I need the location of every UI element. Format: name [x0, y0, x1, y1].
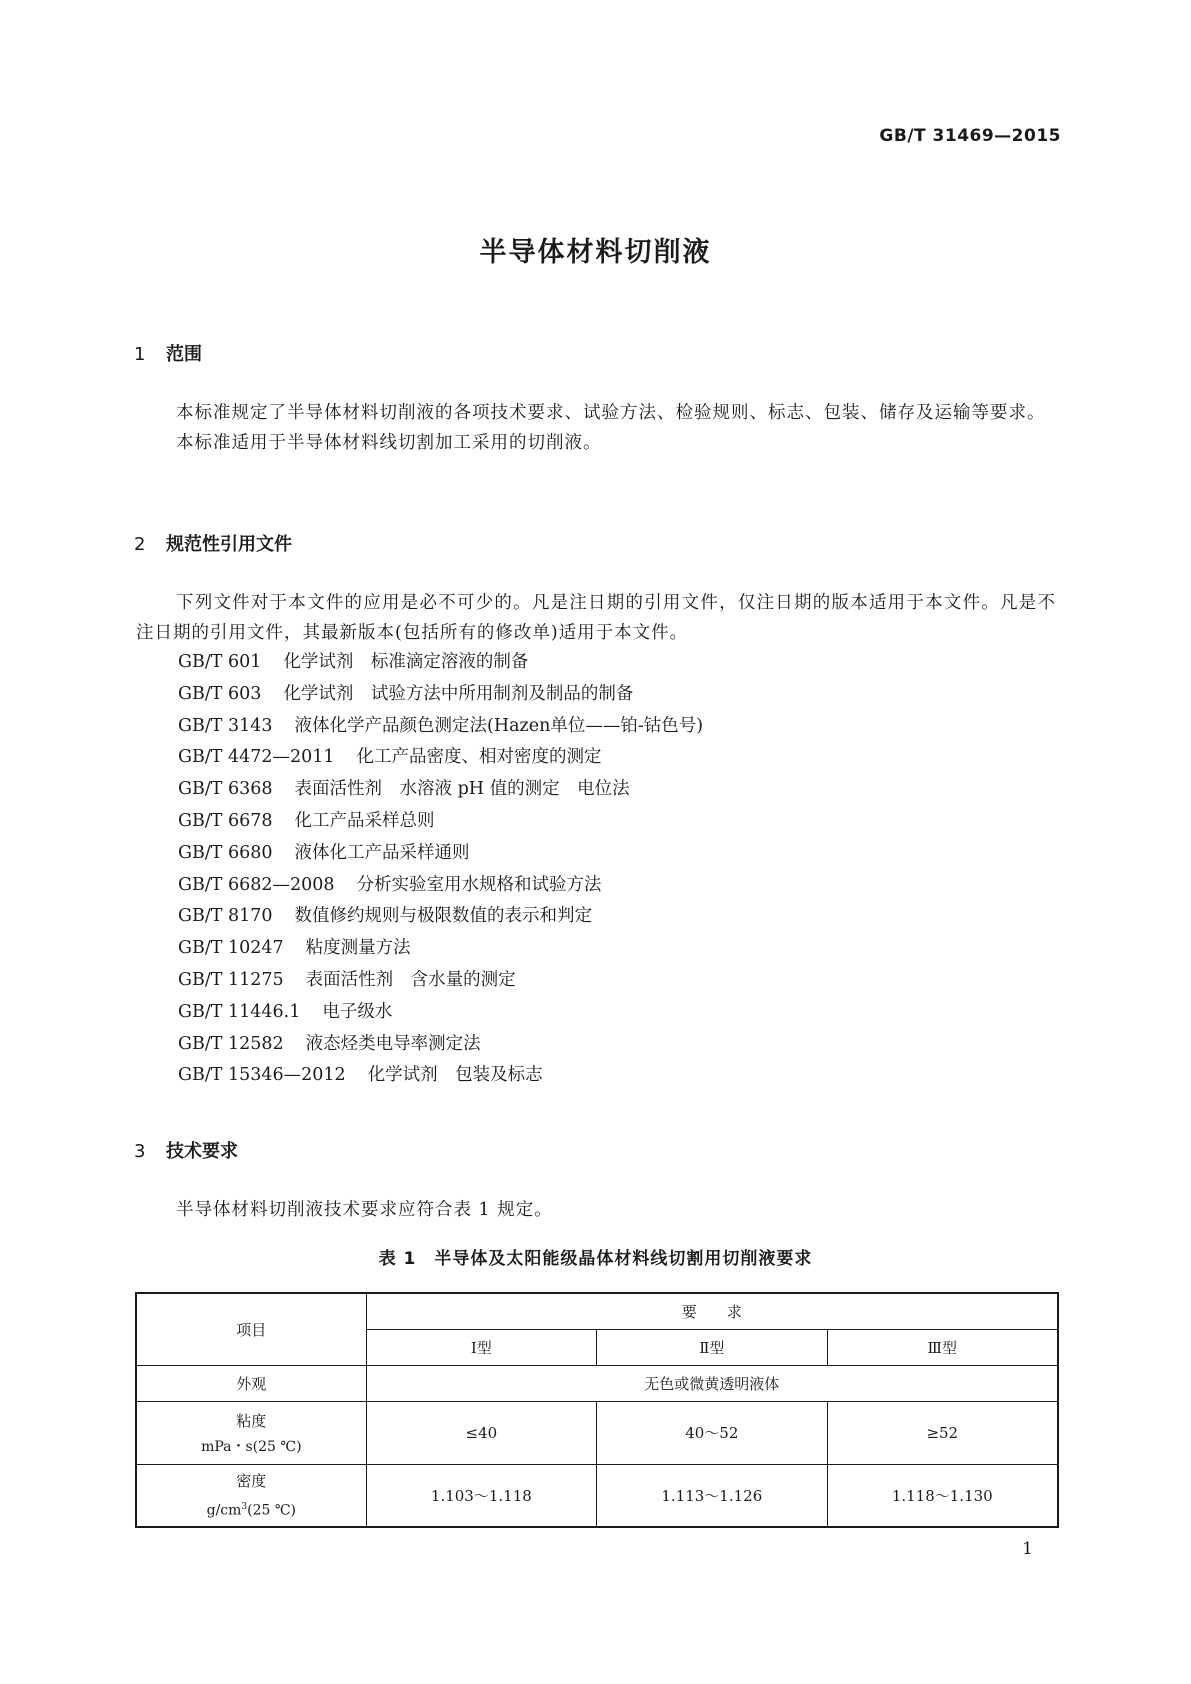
section-2-intro [136, 588, 1056, 648]
reference-item [178, 965, 703, 997]
reference-title: 粘度测量方法 [305, 938, 411, 959]
reference-title: 化学试剂 标准滴定溶液的制备 [283, 652, 529, 672]
reference-item [178, 901, 703, 933]
table-header-row [136, 1293, 1058, 1329]
reference-code: GB/T 6368 [178, 779, 273, 800]
row-label: 密度 [236, 1472, 267, 1491]
page-number: 1 [1022, 1539, 1033, 1559]
reference-item [178, 933, 703, 965]
reference-title: 化工产品密度、相对密度的测定 [356, 747, 602, 768]
header-type: Ⅱ型 [597, 1329, 827, 1365]
table-row [136, 1464, 1058, 1527]
row-label-cell [136, 1464, 366, 1527]
row-unit: mPa・s(25 ℃) [201, 1438, 302, 1455]
reference-code: GB/T 6680 [178, 842, 273, 863]
unit-exponent: 3 [241, 1502, 248, 1513]
table-row [136, 1401, 1058, 1464]
row-label: 粘度 [236, 1411, 267, 1430]
section-number: 2 [134, 534, 146, 555]
reference-code: GB/T 15346—2012 [178, 1065, 346, 1086]
header-requirements: 要 求 [366, 1293, 1058, 1329]
header-item: 项目 [136, 1293, 366, 1365]
reference-title: 化学试剂 试验方法中所用制剂及制品的制备 [283, 683, 634, 704]
section-3-heading [134, 1137, 238, 1163]
unit-condition: (25 ℃) [247, 1503, 296, 1520]
reference-code: GB/T 11446.1 [178, 1001, 301, 1022]
cell-value: ≥52 [827, 1401, 1058, 1464]
header-type: Ⅲ型 [827, 1329, 1058, 1365]
reference-code: GB/T 6678 [178, 810, 273, 831]
reference-item [178, 1060, 703, 1092]
reference-item [178, 806, 703, 838]
reference-code: GB/T 3143 [178, 715, 273, 736]
reference-title: 电子级水 [322, 1001, 393, 1022]
reference-item [178, 679, 703, 711]
cell-value: 无色或微黄透明液体 [366, 1365, 1058, 1401]
row-label-cell [136, 1401, 366, 1464]
reference-code: GB/T 601 [178, 652, 262, 672]
section-number: 3 [134, 1141, 146, 1162]
section-title: 范围 [166, 344, 202, 365]
table-caption: 表 1 半导体及太阳能级晶体材料线切割用切削液要求 [378, 1249, 813, 1269]
requirements-table [135, 1292, 1059, 1528]
standard-code: GB/T 31469—2015 [879, 126, 1061, 146]
table-row [136, 1365, 1058, 1401]
section-title: 技术要求 [166, 1141, 238, 1162]
reference-item [178, 1029, 703, 1061]
cell-value: 1.118～1.130 [827, 1464, 1058, 1527]
reference-code: GB/T 12582 [178, 1033, 284, 1054]
document-title: 半导体材料切削液 [479, 237, 712, 268]
cell-value: 40～52 [597, 1401, 827, 1464]
section-1-heading [134, 340, 202, 366]
section-title: 规范性引用文件 [166, 534, 292, 555]
reference-code: GB/T 11275 [178, 969, 284, 990]
reference-item [178, 742, 703, 774]
reference-title: 化工产品采样总则 [294, 810, 435, 831]
reference-item [178, 997, 703, 1029]
paragraph: 半导体材料切削液技术要求应符合表 1 规定。 [176, 1200, 553, 1220]
reference-item [178, 711, 703, 743]
unit-base: g/cm [206, 1503, 242, 1520]
reference-title: 液态烃类电导率测定法 [305, 1033, 481, 1054]
section-3-intro [136, 1195, 1056, 1225]
reference-title: 化学试剂 包装及标志 [367, 1065, 543, 1086]
reference-code: GB/T 6682—2008 [178, 874, 335, 895]
reference-code: GB/T 8170 [178, 906, 273, 927]
header-type: Ⅰ型 [366, 1329, 596, 1365]
paragraph: 下列文件对于本文件的应用是必不可少的。凡是注日期的引用文件，仅注日期的版本适用于本文件。凡是不注日期的引用文件，其最新版本(包括所有的修改单)适用于本文件。 [136, 593, 1056, 643]
reference-title: 表面活性剂 水溶液 pH 值的测定 电位法 [294, 779, 630, 800]
reference-title: 液体化学产品颜色测定法(Hazen单位——铂-钴色号) [294, 715, 704, 736]
row-unit [137, 1495, 366, 1523]
reference-title: 表面活性剂 含水量的测定 [305, 969, 516, 990]
reference-title: 液体化工产品采样通则 [294, 842, 470, 863]
row-label: 外观 [136, 1365, 366, 1401]
paragraph: 本标准规定了半导体材料切削液的各项技术要求、试验方法、检验规则、标志、包装、储存及运输等要求。 [176, 403, 1046, 423]
reference-title: 分析实验室用水规格和试验方法 [356, 874, 602, 895]
reference-item [178, 647, 703, 679]
cell-value: 1.103～1.118 [366, 1464, 596, 1527]
reference-list [178, 647, 703, 1092]
reference-code: GB/T 4472—2011 [178, 747, 335, 768]
reference-title: 数值修约规则与极限数值的表示和判定 [294, 906, 593, 927]
cell-value: 1.113～1.126 [597, 1464, 827, 1527]
reference-item [178, 838, 703, 870]
cell-value: ≤40 [366, 1401, 596, 1464]
section-number: 1 [134, 344, 146, 365]
reference-item [178, 774, 703, 806]
reference-code: GB/T 603 [178, 683, 262, 704]
reference-item [178, 870, 703, 902]
reference-code: GB/T 10247 [178, 938, 284, 959]
section-2-heading [134, 530, 292, 556]
section-1-body [136, 398, 1056, 458]
paragraph: 本标准适用于半导体材料线切割加工采用的切削液。 [176, 433, 602, 453]
